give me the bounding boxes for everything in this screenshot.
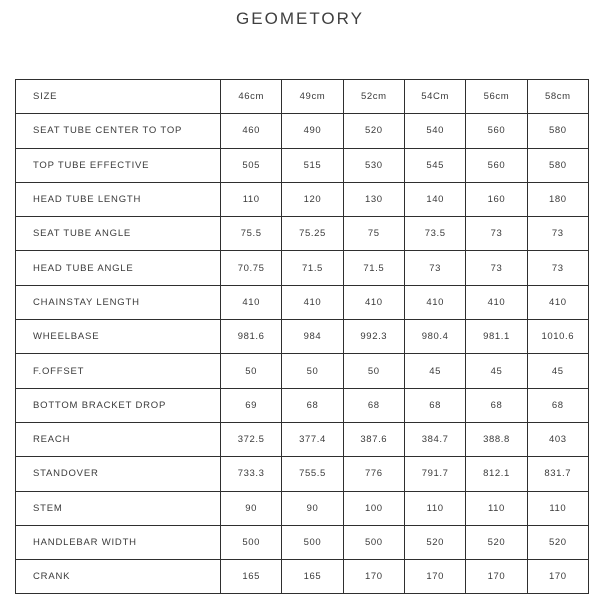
table-cell: 372.5: [221, 422, 282, 456]
row-label: BOTTOM BRACKET DROP: [16, 388, 221, 422]
table-cell: 165: [221, 560, 282, 594]
table-cell: 515: [282, 148, 343, 182]
row-label: CHAINSTAY LENGTH: [16, 285, 221, 319]
table-cell: 981.1: [466, 320, 527, 354]
table-cell: 69: [221, 388, 282, 422]
header-size-cell: 46cm: [221, 80, 282, 114]
row-label: SEAT TUBE ANGLE: [16, 217, 221, 251]
header-size-cell: 52cm: [343, 80, 404, 114]
table-cell: 410: [343, 285, 404, 319]
table-cell: 73: [466, 217, 527, 251]
table-row: [16, 457, 589, 491]
table-cell: 170: [343, 560, 404, 594]
table-cell: 75.25: [282, 217, 343, 251]
table-cell: 580: [527, 114, 588, 148]
table-cell: 180: [527, 182, 588, 216]
table-row: [16, 525, 589, 559]
header-size-cell: 58cm: [527, 80, 588, 114]
table-cell: 384.7: [404, 422, 465, 456]
header-size-label: SIZE: [16, 80, 221, 114]
table-cell: 776: [343, 457, 404, 491]
table-cell: 90: [221, 491, 282, 525]
table-cell: 520: [404, 525, 465, 559]
table-cell: 71.5: [343, 251, 404, 285]
row-label: WHEELBASE: [16, 320, 221, 354]
table-cell: 403: [527, 422, 588, 456]
table-cell: 831.7: [527, 457, 588, 491]
table-cell: 500: [221, 525, 282, 559]
table-cell: 110: [527, 491, 588, 525]
table-cell: 90: [282, 491, 343, 525]
table-cell: 410: [466, 285, 527, 319]
table-cell: 120: [282, 182, 343, 216]
table-cell: 560: [466, 114, 527, 148]
table-cell: 45: [404, 354, 465, 388]
header-size-cell: 54Cm: [404, 80, 465, 114]
table-cell: 73: [466, 251, 527, 285]
table-cell: 68: [282, 388, 343, 422]
table-cell: 984: [282, 320, 343, 354]
table-cell: 140: [404, 182, 465, 216]
table-row: [16, 217, 589, 251]
row-label: TOP TUBE EFFECTIVE: [16, 148, 221, 182]
table-cell: 520: [527, 525, 588, 559]
table-cell: 540: [404, 114, 465, 148]
table-cell: 520: [343, 114, 404, 148]
table-cell: 980.4: [404, 320, 465, 354]
table-cell: 377.4: [282, 422, 343, 456]
table-cell: 45: [466, 354, 527, 388]
table-cell: 410: [404, 285, 465, 319]
table-cell: 580: [527, 148, 588, 182]
table-cell: 73: [404, 251, 465, 285]
table-row: [16, 285, 589, 319]
row-label: SEAT TUBE CENTER TO TOP: [16, 114, 221, 148]
table-cell: 530: [343, 148, 404, 182]
table-cell: 388.8: [466, 422, 527, 456]
table-cell: 992.3: [343, 320, 404, 354]
table-row: [16, 491, 589, 525]
table-cell: 110: [466, 491, 527, 525]
table-cell: 170: [527, 560, 588, 594]
table-cell: 545: [404, 148, 465, 182]
row-label: CRANK: [16, 560, 221, 594]
table-cell: 50: [221, 354, 282, 388]
table-cell: 70.75: [221, 251, 282, 285]
table-row: [16, 354, 589, 388]
table-row: [16, 320, 589, 354]
table-row: [16, 388, 589, 422]
table-cell: 110: [221, 182, 282, 216]
geometry-table: [15, 79, 589, 594]
geometry-table-body: [16, 80, 589, 594]
table-cell: 460: [221, 114, 282, 148]
table-cell: 130: [343, 182, 404, 216]
table-cell: 110: [404, 491, 465, 525]
header-size-cell: 56cm: [466, 80, 527, 114]
table-cell: 812.1: [466, 457, 527, 491]
page-title: GEOMETORY: [236, 9, 364, 28]
table-cell: 50: [343, 354, 404, 388]
table-cell: 981.6: [221, 320, 282, 354]
row-label: HANDLEBAR WIDTH: [16, 525, 221, 559]
table-cell: 410: [282, 285, 343, 319]
table-row: [16, 114, 589, 148]
row-label: STANDOVER: [16, 457, 221, 491]
table-cell: 100: [343, 491, 404, 525]
table-cell: 791.7: [404, 457, 465, 491]
row-label: HEAD TUBE LENGTH: [16, 182, 221, 216]
table-cell: 490: [282, 114, 343, 148]
table-cell: 68: [466, 388, 527, 422]
table-cell: 73: [527, 251, 588, 285]
table-cell: 733.3: [221, 457, 282, 491]
table-cell: 505: [221, 148, 282, 182]
table-cell: 500: [343, 525, 404, 559]
table-cell: 387.6: [343, 422, 404, 456]
table-cell: 500: [282, 525, 343, 559]
table-cell: 755.5: [282, 457, 343, 491]
table-cell: 45: [527, 354, 588, 388]
table-row: [16, 148, 589, 182]
table-cell: 160: [466, 182, 527, 216]
table-cell: 170: [466, 560, 527, 594]
header-size-cell: 49cm: [282, 80, 343, 114]
table-row: [16, 422, 589, 456]
table-cell: 68: [343, 388, 404, 422]
row-label: HEAD TUBE ANGLE: [16, 251, 221, 285]
row-label: STEM: [16, 491, 221, 525]
table-cell: 75.5: [221, 217, 282, 251]
table-cell: 71.5: [282, 251, 343, 285]
table-cell: 170: [404, 560, 465, 594]
table-cell: 165: [282, 560, 343, 594]
table-cell: 50: [282, 354, 343, 388]
row-label: F.OFFSET: [16, 354, 221, 388]
table-header-row: [16, 80, 589, 114]
table-cell: 73.5: [404, 217, 465, 251]
table-row: [16, 251, 589, 285]
table-cell: 560: [466, 148, 527, 182]
table-cell: 410: [527, 285, 588, 319]
table-row: [16, 182, 589, 216]
table-cell: 410: [221, 285, 282, 319]
table-row: [16, 560, 589, 594]
table-cell: 73: [527, 217, 588, 251]
table-cell: 75: [343, 217, 404, 251]
row-label: REACH: [16, 422, 221, 456]
table-cell: 68: [404, 388, 465, 422]
table-cell: 520: [466, 525, 527, 559]
table-cell: 68: [527, 388, 588, 422]
table-cell: 1010.6: [527, 320, 588, 354]
